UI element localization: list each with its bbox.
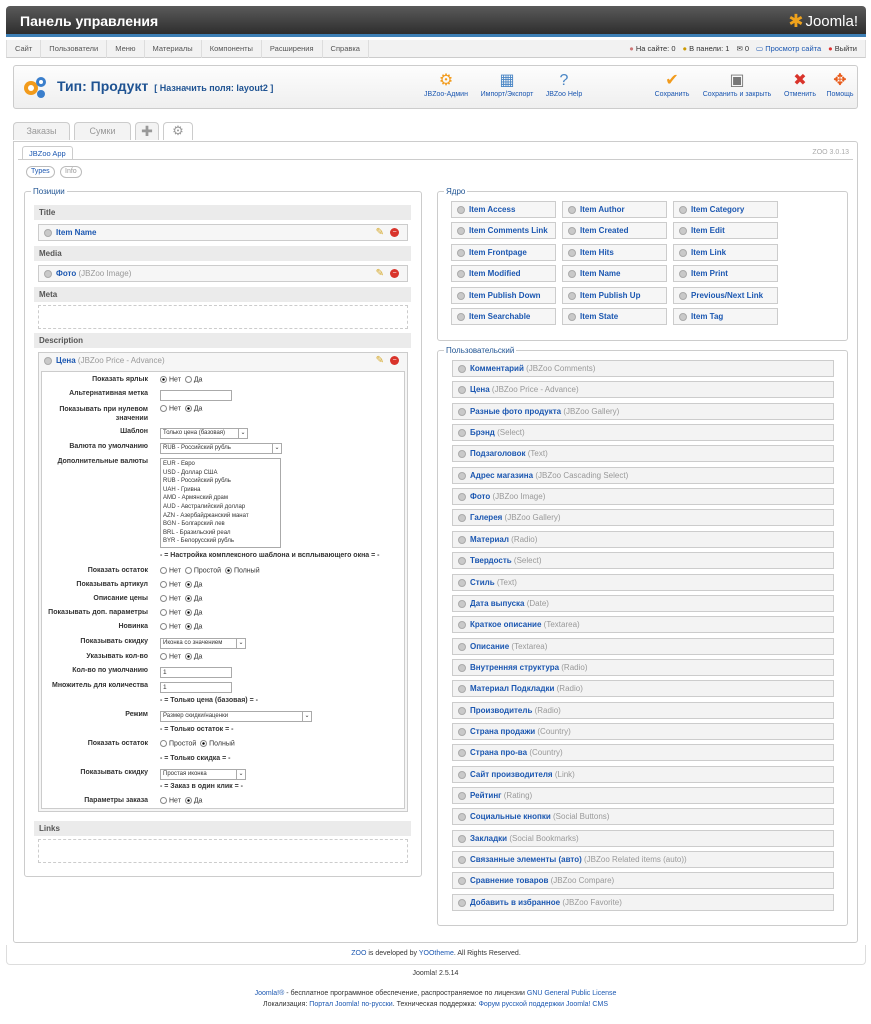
element-icon	[458, 749, 466, 757]
custom-element[interactable]: Цена (JBZoo Price - Advance)	[452, 381, 834, 398]
element-icon	[458, 557, 466, 565]
gpl-link[interactable]: GNU General Public License	[526, 990, 617, 997]
position-description: Description	[34, 333, 411, 348]
element-icon	[458, 771, 466, 779]
element-icon	[458, 536, 466, 544]
jbzoo-admin-button[interactable]: ⚙ JBZoo-Админ	[424, 72, 468, 98]
tab-settings[interactable]	[163, 122, 193, 140]
element-icon	[458, 429, 466, 437]
element-icon	[457, 227, 465, 235]
custom-element[interactable]: Дата выпуска (Date)	[452, 595, 834, 612]
discount-icon-select[interactable]: Простая иконка ⌄	[160, 769, 246, 780]
element-icon	[568, 206, 576, 214]
price-config-panel: Показать ярлык Нет Да Альтернативная метка Показывать при нулевом значении Нет Да Шаблон Только цена (базовая) ⌄ Валюта по умолчанию RUB - Российский рубль ⌄ Дополнительные валюты EUR - Евро USD - Доллар США RUB - Российский рубль UAH - Гривна AMD - Армянский драм AUD - Австралийский доллар AZN - Азербайджанский манат BGN - Болгарский лев BRL - Бразильский реал BYR - Белорусский рубль - = Настройка комплексного шаблона и всплывающего окна = - Показать остаток Нет Простой Полный Показывать артикул Нет Да Описание цены Нет Да Показывать доп. параметры Нет Да Новинка Нет Да Показывать скидку Иконка со значением ⌄ Указывать кол-во Нет Да Кол-во по умолчанию 1 Множитель для количества 1 - = Только цена (базовая) = - Режим Размер скидки/наценки ⌄ - = Только остаток = - Показать остаток Простой Полный - = Только скидка = - Показывать скидку Простая иконка ⌄ - = Заказ в один клик = - Параметры заказа Нет Да	[41, 371, 405, 809]
show-label-yes[interactable]	[185, 376, 192, 383]
element-icon	[458, 621, 466, 629]
disk-icon: ▣	[729, 72, 745, 89]
custom-element[interactable]: Разные фото продукта (JBZoo Gallery)	[452, 403, 834, 420]
show-stock-simple[interactable]	[185, 567, 192, 574]
element-icon	[458, 792, 466, 800]
template-select[interactable]: Только цена (базовая) ⌄	[160, 428, 248, 439]
status-bar	[629, 40, 857, 58]
core-element[interactable]: Item Searchable	[451, 308, 556, 325]
element-icon	[458, 707, 466, 715]
position-meta: Meta	[34, 287, 411, 302]
element-icon	[458, 472, 466, 480]
stock-simple[interactable]	[160, 740, 167, 747]
element-icon	[568, 270, 576, 278]
import-export-button[interactable]: ▦ Импорт/Экспорт	[476, 71, 538, 98]
element-icon	[458, 856, 466, 864]
element-icon	[457, 313, 465, 321]
info-link[interactable]: Info	[60, 166, 82, 178]
custom-element[interactable]: Описание (Textarea)	[452, 638, 834, 655]
joomla-logo-icon: ✱	[788, 11, 804, 31]
custom-element[interactable]: Подзаголовок (Text)	[452, 445, 834, 462]
element-icon	[679, 270, 687, 278]
cancel-icon: ✖	[793, 72, 807, 89]
positions-legend: Позиции	[33, 187, 65, 196]
custom-element[interactable]: Сайт производителя (Link)	[452, 766, 834, 783]
element-icon	[457, 206, 465, 214]
core-element[interactable]: Item Hits	[562, 244, 667, 261]
show-zero-yes[interactable]	[185, 405, 192, 412]
core-element[interactable]: Item Created	[562, 222, 667, 239]
show-sku-no[interactable]	[160, 581, 167, 588]
element-icon	[457, 249, 465, 257]
order-params-no[interactable]	[160, 797, 167, 804]
check-icon: ✔	[665, 72, 679, 89]
gear-icon: ⚙	[172, 123, 184, 138]
element-icon	[679, 292, 687, 300]
element-icon	[458, 450, 466, 458]
element-icon	[458, 835, 466, 843]
gears-icon	[22, 74, 48, 100]
page-title: Тип: Продукт [ Назначить поля: layout2 ]	[57, 78, 274, 94]
custom-element[interactable]: Материал Подкладки (Radio)	[452, 680, 834, 697]
element-icon	[458, 643, 466, 651]
custom-element[interactable]: Закладки (Social Bookmarks)	[452, 830, 834, 847]
element-icon	[44, 357, 52, 365]
element-icon	[679, 313, 687, 321]
core-element[interactable]: Item Tag	[673, 308, 778, 325]
element-icon	[457, 292, 465, 300]
default-qty-input[interactable]: 1	[160, 667, 232, 678]
element-icon	[458, 664, 466, 672]
logout-icon: ●	[828, 44, 833, 53]
users-in-panel: ● В панели: 1	[682, 44, 730, 53]
custom-element[interactable]: Добавить в избранное (JBZoo Favorite)	[452, 894, 834, 911]
core-element[interactable]: Item State	[562, 308, 667, 325]
lifebuoy-icon: ✥	[833, 72, 847, 89]
license-line: Joomla!® - бесплатное программное обеспечение, распространяемое по лицензии GNU General Public License	[254, 990, 617, 997]
show-params-no[interactable]	[160, 609, 167, 616]
custom-element[interactable]: Краткое описание (Textarea)	[452, 616, 834, 633]
zoo-credits: ZOO is developed by YOOtheme. All Rights Reserved.	[6, 945, 866, 965]
tab-bags[interactable]: Сумки	[74, 122, 131, 140]
core-element[interactable]: Item Publish Up	[562, 287, 667, 304]
save-button[interactable]: ✔ Сохранить	[652, 71, 692, 98]
price-desc-no[interactable]	[160, 595, 167, 602]
question-icon: ?	[559, 72, 569, 89]
core-element[interactable]: Item Frontpage	[451, 244, 556, 261]
jbzoo-help-button[interactable]: ? JBZoo Help	[545, 72, 583, 98]
discount-display-select[interactable]: Иконка со значением ⌄	[160, 638, 246, 649]
links-drop-zone[interactable]	[38, 839, 408, 863]
element-icon	[458, 600, 466, 608]
element-icon	[679, 206, 687, 214]
help-button[interactable]: ✥ Помощь	[824, 71, 856, 98]
position-media: Media	[34, 246, 411, 261]
new-yes[interactable]	[185, 623, 192, 630]
position-element-price[interactable]: Цена (JBZoo Price - Advance) ✎ −	[38, 352, 408, 812]
users-icon: ●	[629, 44, 634, 53]
position-element-photo[interactable]: Фото (JBZoo Image) ✎ −	[38, 265, 408, 282]
custom-element[interactable]: Страна продажи (Country)	[452, 723, 834, 740]
element-icon	[458, 728, 466, 736]
position-title: Title	[34, 205, 411, 220]
element-icon	[458, 877, 466, 885]
custom-element[interactable]: Социальные кнопки (Social Buttons)	[452, 808, 834, 825]
zoo-link[interactable]: ZOO	[351, 950, 367, 957]
custom-element[interactable]: Производитель (Radio)	[452, 702, 834, 719]
joomla-logo[interactable]: ✱ Joomla!	[788, 11, 858, 31]
admin-icon: ●	[682, 44, 688, 53]
custom-element[interactable]: Брэнд (Select)	[452, 424, 834, 441]
core-element[interactable]: Previous/Next Link	[673, 287, 778, 304]
extra-currencies-list[interactable]: EUR - Евро USD - Доллар США RUB - Российский рубль UAH - Гривна AMD - Армянский драм AUD - Австралийский доллар AZN - Азербайджанский манат BGN - Болгарский лев BRL - Бразильский реал BYR - Белорусский рубль	[160, 458, 281, 548]
custom-element[interactable]: Твердость (Select)	[452, 552, 834, 569]
core-element[interactable]: Item Edit	[673, 222, 778, 239]
custom-element[interactable]: Адрес магазина (JBZoo Cascading Select)	[452, 467, 834, 484]
alt-label-input[interactable]	[160, 390, 232, 401]
tab-divider	[18, 159, 853, 160]
edit-icon[interactable]: ✎	[375, 355, 384, 366]
order-params-yes[interactable]	[185, 797, 192, 804]
qty-multiplier-input[interactable]: 1	[160, 682, 232, 693]
table-icon: ▦	[499, 72, 515, 89]
custom-element[interactable]: Внутренняя структура (Radio)	[452, 659, 834, 676]
show-stock-no[interactable]	[160, 567, 167, 574]
position-links: Links	[34, 821, 411, 836]
default-currency-select[interactable]: RUB - Российский рубль ⌄	[160, 443, 282, 454]
element-icon	[458, 386, 466, 394]
toolbar	[13, 65, 858, 109]
element-icon	[458, 579, 466, 587]
element-icon	[458, 514, 466, 522]
element-icon	[568, 313, 576, 321]
element-icon	[568, 249, 576, 257]
mail-icon: ✉	[736, 44, 743, 53]
messages[interactable]: ✉ 0	[736, 44, 749, 53]
admin-title: Панель управления	[20, 13, 159, 29]
element-icon	[44, 229, 52, 237]
custom-element[interactable]: Материал (Radio)	[452, 531, 834, 548]
preview-site-link[interactable]: ▭ Просмотр сайта	[756, 44, 822, 53]
price-desc-yes[interactable]	[185, 595, 192, 602]
cancel-button[interactable]: ✖ Отменить	[780, 71, 820, 98]
qty-yes[interactable]	[185, 653, 192, 660]
add-tab-button[interactable]	[135, 122, 159, 140]
custom-element[interactable]: Сравнение товаров (JBZoo Compare)	[452, 872, 834, 889]
users-on-site: ● На сайте: 0	[629, 44, 676, 53]
custom-element[interactable]: Галерея (JBZoo Gallery)	[452, 509, 834, 526]
delete-icon[interactable]: −	[390, 269, 399, 278]
element-icon	[457, 270, 465, 278]
delete-icon[interactable]: −	[390, 356, 399, 365]
new-no[interactable]	[160, 623, 167, 630]
show-sku-yes[interactable]	[185, 581, 192, 588]
core-element[interactable]: Item Access	[451, 201, 556, 218]
menu-help[interactable]: Справка	[323, 40, 369, 58]
edit-icon[interactable]: ✎	[375, 227, 384, 238]
main-menu	[6, 40, 866, 58]
core-element[interactable]: Item Name	[562, 265, 667, 282]
core-element[interactable]: Item Comments Link	[451, 222, 556, 239]
forum-link[interactable]: Форум русской поддержки Joomla! CMS	[478, 1001, 608, 1008]
element-icon	[679, 249, 687, 257]
custom-element[interactable]: Стиль (Text)	[452, 574, 834, 591]
menu-extensions[interactable]: Расширения	[262, 40, 323, 58]
core-element[interactable]: Item Print	[673, 265, 778, 282]
custom-element[interactable]: Рейтинг (Rating)	[452, 787, 834, 804]
custom-element[interactable]: Страна про-ва (Country)	[452, 744, 834, 761]
custom-element[interactable]: Комментарий (JBZoo Comments)	[452, 360, 834, 377]
types-link[interactable]: Types	[26, 166, 55, 178]
menu-menus[interactable]: Меню	[107, 40, 144, 58]
localization-line: Локализация: Портал Joomla! по-русски. Техническая поддержка: Форум русской поддержки Joomla! CMS	[262, 1001, 608, 1008]
joomla-version: Joomla! 2.5.14	[412, 970, 459, 977]
menu-users[interactable]: Пользователи	[41, 40, 107, 58]
save-close-button[interactable]: ▣ Сохранить и закрыть	[698, 71, 776, 98]
delete-icon[interactable]: −	[390, 228, 399, 237]
position-element-item-name[interactable]: Item Name ✎ −	[38, 224, 408, 241]
element-icon	[44, 270, 52, 278]
element-icon	[568, 292, 576, 300]
jbzoo-admin-icon: ⚙	[438, 72, 454, 89]
menu-components[interactable]: Компоненты	[202, 40, 262, 58]
menu-content[interactable]: Материалы	[145, 40, 202, 58]
plus-icon: ✚	[141, 123, 153, 139]
element-icon	[458, 685, 466, 693]
qty-no[interactable]	[160, 653, 167, 660]
element-icon	[458, 813, 466, 821]
core-element[interactable]: Item Modified	[451, 265, 556, 282]
monitor-icon: ▭	[756, 44, 764, 53]
edit-icon[interactable]: ✎	[375, 268, 384, 279]
core-element[interactable]: Item Author	[562, 201, 667, 218]
logout-link[interactable]: ● Выйти	[828, 44, 857, 53]
menu-site[interactable]: Сайт	[7, 40, 41, 58]
jbzoo-app-tab[interactable]: JBZoo App	[22, 146, 73, 160]
element-icon	[458, 899, 466, 907]
element-icon	[679, 227, 687, 235]
element-icon	[568, 227, 576, 235]
show-stock-full[interactable]	[225, 567, 232, 574]
tab-orders[interactable]: Заказы	[13, 122, 70, 140]
show-zero-no[interactable]	[160, 405, 167, 412]
element-icon	[458, 493, 466, 501]
portal-link[interactable]: Портал Joomla! по-русски	[309, 1001, 393, 1008]
custom-legend: Пользовательский	[446, 346, 515, 355]
meta-drop-zone[interactable]	[38, 305, 408, 329]
show-params-yes[interactable]	[185, 609, 192, 616]
show-label-no[interactable]	[160, 376, 167, 383]
zoo-version: ZOO 3.0.13	[812, 149, 849, 156]
core-legend: Ядро	[446, 187, 466, 196]
core-element[interactable]: Item Link	[673, 244, 778, 261]
core-element[interactable]: Item Category	[673, 201, 778, 218]
custom-element[interactable]: Фото (JBZoo Image)	[452, 488, 834, 505]
core-element[interactable]: Item Publish Down	[451, 287, 556, 304]
element-icon	[458, 408, 466, 416]
mode-select[interactable]: Размер скидки/наценки ⌄	[160, 711, 312, 722]
stock-full[interactable]	[200, 740, 207, 747]
admin-header	[6, 6, 866, 37]
joomla-link[interactable]: Joomla!®	[254, 990, 285, 997]
custom-element[interactable]: Связанные элементы (авто) (JBZoo Related items (auto))	[452, 851, 834, 868]
yootheme-link[interactable]: YOOtheme	[418, 950, 454, 957]
element-icon	[458, 365, 466, 373]
